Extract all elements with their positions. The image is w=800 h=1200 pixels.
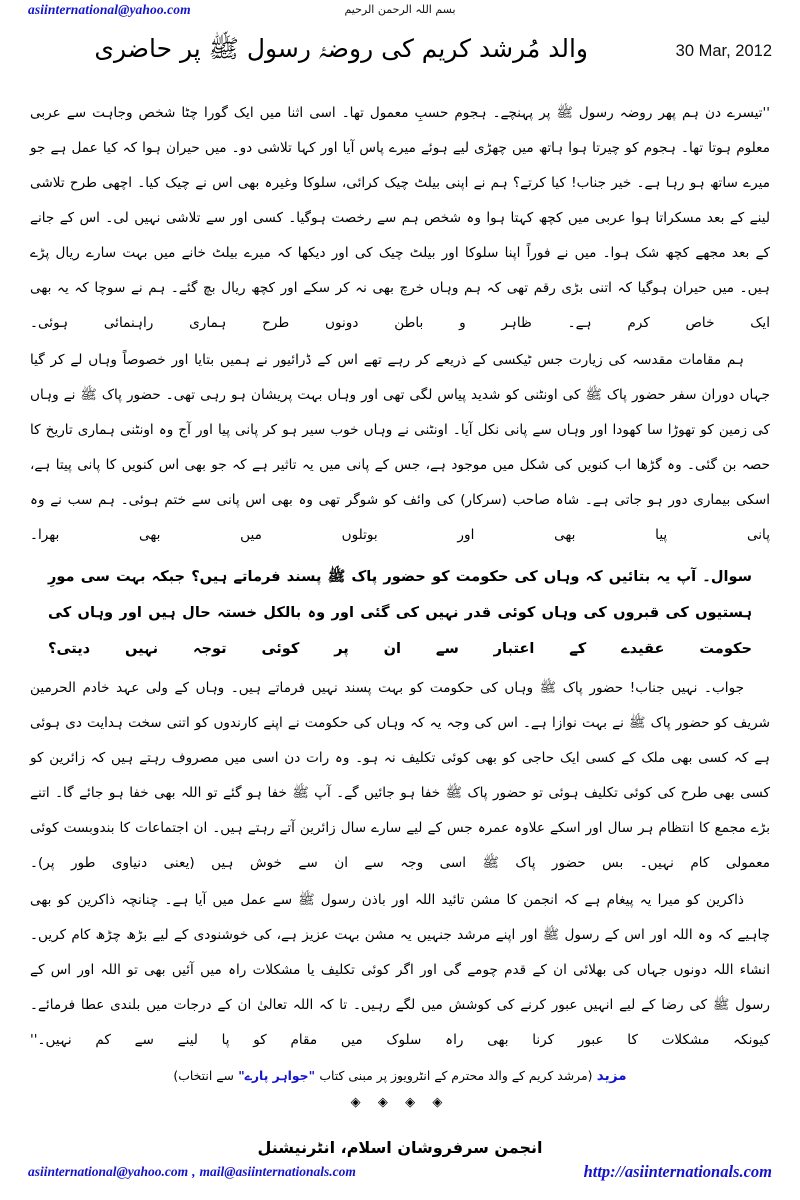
page-footer — [0, 1138, 800, 1186]
footer-emails — [28, 1164, 356, 1180]
source-book-link[interactable]: "جواہر پارے" — [238, 1068, 316, 1083]
bismillah-text: بسم اللہ الرحمن الرحیم — [344, 3, 456, 16]
source-note-prefix: (مرشد کریم کے والد محترم کے انٹرویوز پر مبنی کتاب — [319, 1068, 593, 1083]
more-link[interactable]: مزید — [596, 1068, 627, 1084]
answer-paragraph: جواب۔ نہیں جناب! حضور پاک ﷺ وہاں کی حکومت کو بہت پسند نہیں فرماتے ہیں۔ وہاں کے ولی عہد خادم الحرمین شریف کو حضور پاک ﷺ نے بہت نوازا ہے۔ اس کی وجہ یہ کہ وہاں کی حکومت نے اپنے کارندوں کو اتنی سخت ہدایت دی ہوئی ہے کہ کسی بھی ملک کے کسی ایک حاجی کو بھی کوئی تکلیف نہ ہو۔ وہ رات دن اسی میں مصروف رہتے ہیں کہ زائرین کو کسی بھی طرح کی کوئی تکلیف ہوئی تو حضور پاک ﷺ خفا ہو جائیں گے۔ آپ ﷺ خفا ہو گئے تو اللہ بھی خفا ہو جائے گا۔ اتنے بڑے مجمع کا انتظام ہر سال اور اسکے علاوہ عمرہ جس کے لیے سارے سال زائرین آتے رہتے ہیں۔ ان اجتماعات کا بندوبست کوئی معمولی کام نہیں۔ بس حضور پاک ﷺ اسی وجہ سے ان سے خوش ہیں (یعنی دنیاوی طور پر)۔ — [30, 680, 770, 871]
source-note-suffix: سے انتخاب) — [173, 1068, 234, 1083]
email-separator: , — [192, 1164, 196, 1179]
article-paragraph: ہم مقامات مقدسہ کی زیارت جس ٹیکسی کے ذریعے کر رہے تھے اس کے ڈرائیور نے ہمیں بتایا اور خصوصاً وہاں لے کر گیا جہاں دوران سفر حضور پاک ﷺ کی اونٹنی کو شدید پیاس لگی تھی اور وہاں بہت پریشان ہو رہی تھی۔ حضور پاک ﷺ نے وہاں کی زمین کو تھوڑا سا کھودا اور وہاں سے پانی نکل آیا۔ اونٹنی نے وہاں خوب سیر ہو کر پانی پیا اور آج وہ اونٹنی ہماری تاریخ کا حصہ بن گئی۔ وہ گڑھا اب کنویں کی شکل میں موجود ہے، جس کے پانی میں یہ تاثیر ہے کہ جو بھی اس کنویں کا پانی پیتا ہے، اسکی بیماری دور ہو جاتی ہے۔ شاہ صاحب (سرکار) کی وائف کو شوگر تھی وہ بھی اس پانی سے ختم ہوئی۔ ہم سب نے وہ پانی پیا بھی اور بوتلوں میں بھی بھرا۔ — [30, 352, 770, 543]
question-block: سوال۔ آپ یہ بتائیں کہ وہاں کی حکومت کو حضور پاک ﷺ پسند فرماتے ہیں؟ جبکہ بہت سی مورِ ہستیوں کی قبروں کی وہاں کوئی قدر نہیں کی گئی اور وہ بالکل خستہ حال ہیں اور وہاں کی حکومت عقیدے کے اعتبار سے ان پر کوئی توجہ نہیں دیتی؟ — [48, 568, 752, 657]
article-paragraph: ''تیسرے دن ہم پھر روضہ رسول ﷺ پر پہنچے۔ ہجوم حسبِ معمول تھا۔ اسی اثنا میں ایک گورا چٹا شخص وجاہت سے عربی معلوم ہوتا تھا۔ ہجوم کو چیرتا ہوا ہاتھ میں چھڑی لیے ہوئے میرے پاس آیا اور کہا تلاشی دو۔ میں حیران ہوا کہ کیا عمل ہے جو میرے ساتھ ہو رہا ہے۔ خیر جناب! کیا کرتے؟ ہم نے اپنی بیلٹ چیک کرائی، سلوکا وغیرہ بھی اس نے چیک کیا۔ اچھی طرح تلاشی لینے کے بعد مسکراتا ہوا عربی میں کچھ کہتا ہوا وہ شخص ہم سے رخصت ہوگیا۔ کسی اور سے تلاشی نہیں لی۔ اس کے جانے کے بعد مجھے کچھ شک ہوا۔ میں نے فوراً اپنا سلوکا اور بیلٹ چیک کی اور دیکھا کہ میرے بیلٹ خانے میں بہت سارے ریال پڑے ہیں۔ میں حیران ہوگیا کہ اتنی بڑی رقم تھی کہ ہم وہاں خرچ بھی نہ کر سکے اور کچھ ریال بچ گئے۔ ہم نے سوچا کہ یہ بھی ایک خاص کرم ہے۔ ظاہر و باطن دونوں طرح ہماری راہنمائی ہوئی۔ — [30, 105, 770, 331]
article-body — [0, 96, 800, 1058]
header-email-link[interactable]: asiinternational@yahoo.com — [28, 2, 191, 17]
footer-contact-row — [0, 1164, 800, 1186]
organization-name: انجمن سرفروشان اسلام، انٹرنیشنل — [257, 1138, 543, 1157]
source-attribution-line — [0, 1060, 800, 1092]
footer-email-primary[interactable]: asiinternational@yahoo.com — [28, 1164, 189, 1179]
footer-website-link[interactable]: http://asiinternationals.com — [583, 1162, 772, 1181]
page-title: والد مُرشد کریم کی روضۂ رسول ﷺ پر حاضری — [94, 34, 588, 63]
answer-paragraph: ذاکرین کو میرا یہ پیغام ہے کہ انجمن کا مشن تائید اللہ اور باذن رسول ﷺ سے عمل میں آیا ہے۔ چنانچہ ذاکرین کو بھی چاہیے کہ وہ اللہ اور اس کے رسول ﷺ اور اپنے مرشد جنہیں یہ مشن بہت عزیز ہے، کی خوشنودی کے لیے بڑھ چڑھ کام کریں۔ انشاء اللہ دونوں جہاں کی بھلائی ان کے قدم چومے گی اور اگر کوئی تکلیف یا مشکلات راہ میں آئیں بھی تو اللہ اور اس کے رسول ﷺ کی رضا کے لیے انہیں عبور کرنے کی کوشش میں لگے رہیں۔ تا کہ اللہ تعالیٰ ان کے درجات میں بلندی عطا فرمائے۔ کیونکہ مشکلات کا عبور کرنا بھی راہ سلوک میں مقام کو پا لینے سے کم نہیں۔'' — [30, 892, 770, 1048]
footer-email-secondary[interactable]: mail@asiinternationals.com — [199, 1164, 356, 1179]
page-header — [0, 0, 800, 96]
diamond-separator: ◈ ◈ ◈ ◈ — [350, 1094, 450, 1109]
document-date: 30 Mar, 2012 — [675, 42, 772, 60]
